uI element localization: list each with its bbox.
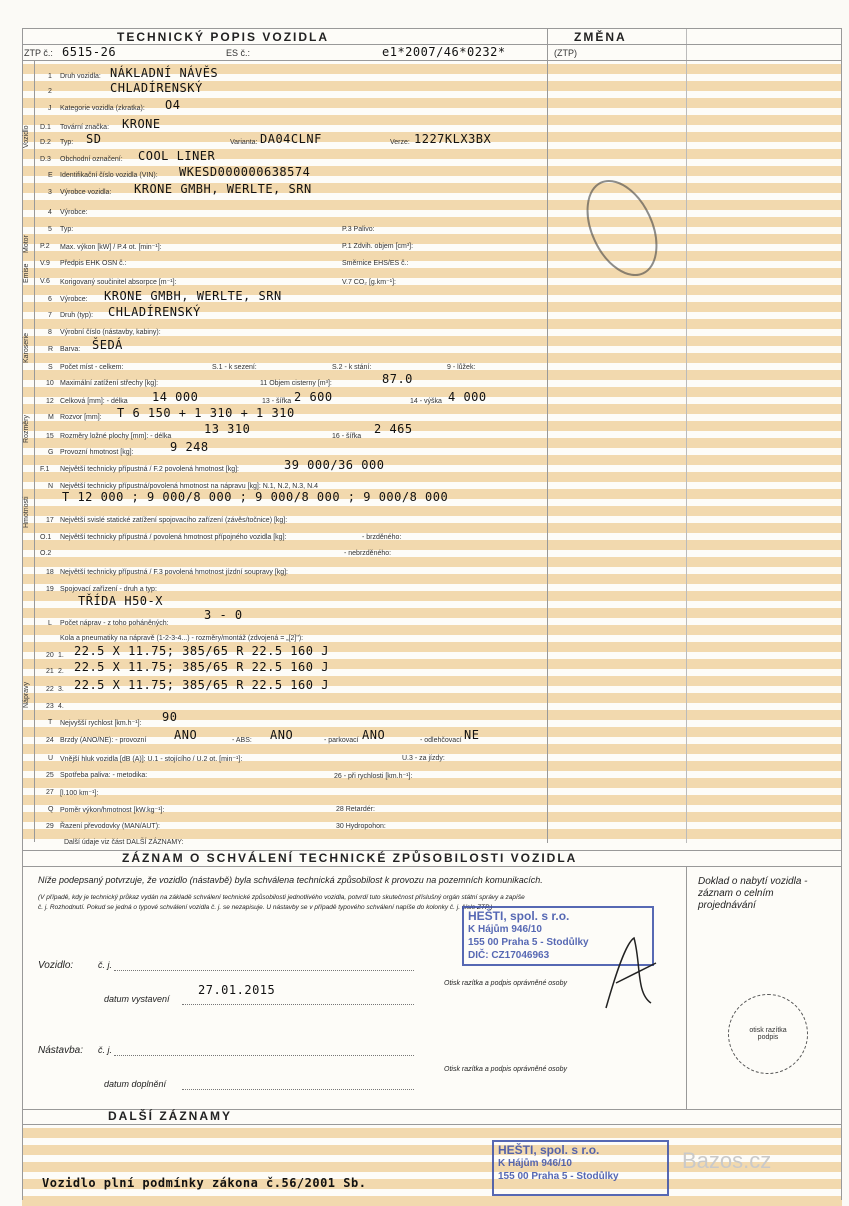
row-27-num: 27	[46, 789, 54, 796]
right-border	[841, 28, 842, 1200]
row-u-num: U	[48, 755, 54, 762]
row-4-label: Výrobce:	[60, 209, 88, 216]
row-l-value: 3 - 0	[204, 608, 243, 622]
issue-date-label: datum vystavení	[104, 994, 170, 1004]
row-s-label: Počet míst - celkem:	[60, 364, 124, 371]
row-e-value: WKESD000000638574	[179, 165, 311, 179]
row-g-value: 9 248	[170, 440, 209, 454]
further-title-divider	[22, 1124, 842, 1125]
row-17-label: Největší svislé statické zatížení spojovacího zařízení (závěs/točnice) [kg]:	[60, 517, 288, 524]
row-d1-label: Tovární značka:	[60, 124, 110, 131]
row-12-label: Celková [mm]: - délka	[60, 398, 128, 405]
customs-stamp-circle-text: otisk razítka podpis	[749, 1027, 787, 1041]
approval-title-divider	[22, 866, 842, 867]
completion-date-label: datum doplnění	[104, 1079, 167, 1089]
company-stamp-city: 155 00 Praha 5 - Stodůlky	[468, 937, 589, 948]
row-15-num: 15	[46, 433, 54, 440]
company-stamp-2-street: K Hájům 946/10	[498, 1158, 572, 1169]
row-19-num: 19	[46, 586, 54, 593]
row-26-label: 26 - při rychlosti [km.h⁻¹]:	[334, 773, 413, 780]
row-l-label: Počet náprav - z toho poháněných:	[60, 620, 169, 627]
row-20-num: 20	[46, 652, 54, 659]
row-7-value: CHLADÍRENSKÝ	[108, 305, 201, 319]
top-border	[22, 28, 842, 29]
row-16-value: 2 465	[374, 422, 413, 436]
stripe-band	[22, 710, 842, 720]
stripe-band	[22, 370, 842, 380]
company-stamp-2-name: HEŠTI, spol. s r.o.	[498, 1143, 600, 1157]
change-column-inner-divider	[686, 28, 687, 843]
row-p1-label: P.1 Zdvih. objem [cm³]:	[342, 243, 414, 250]
row-9-label: 9 - lůžek:	[447, 364, 476, 371]
row-7-num: 7	[48, 312, 52, 319]
company-stamp-street: K Hájům 946/10	[468, 924, 542, 935]
row-s1-label: S.1 - k sezení:	[212, 364, 257, 371]
change-heading: ZMĚNA	[574, 30, 627, 44]
row-o1-num: O.1	[40, 534, 52, 541]
approval-side-divider	[686, 866, 687, 1109]
approval-title: ZÁZNAM O SCHVÁLENÍ TECHNICKÉ ZPŮSOBILOSTI VOZIDLA	[122, 851, 578, 865]
row-27-label: [l.100 km⁻¹]:	[60, 790, 99, 797]
stripe-band	[22, 98, 842, 108]
ztp-paren: (ZTP)	[554, 48, 577, 58]
company-stamp-2-city: 155 00 Praha 5 - Stodůlky	[498, 1171, 619, 1182]
row-d2-version-label: Verze:	[390, 139, 410, 146]
row-19-label: Spojovací zařízení - druh a typ:	[60, 586, 157, 593]
row-f1-num: F.1	[40, 466, 50, 473]
approval-text-2: (V případě, kdy je technický průkaz vydán na základě schválení technické způsobilosti jednotlivého vozidla, potvrdí tuto skutečnost příslušný orgán státní správy a zapíše	[38, 894, 525, 901]
row-d2-variant-value: DA04CLNF	[260, 132, 322, 146]
row-d2-version-value: 1227KLX3BX	[414, 132, 492, 146]
row-13-label: 13 - šířka	[262, 398, 292, 405]
company-stamp-vat: DIČ: CZ17046963	[468, 950, 550, 961]
row-28-label: 28 Retardér:	[336, 806, 375, 813]
row-r-label: Barva:	[60, 346, 81, 353]
row-22-num: 22	[46, 686, 54, 693]
issue-date-value: 27.01.2015	[198, 983, 276, 997]
stripe-band	[22, 319, 842, 329]
row-q-label: Poměr výkon/hmotnost [kW.kg⁻¹]:	[60, 807, 165, 814]
row-3-value: KRONE GMBH, WERLTE, SRN	[134, 182, 312, 196]
row-24-abs-value: ANO	[270, 728, 294, 742]
row-30-label: 30 Hydropohon:	[336, 823, 386, 830]
stripe-band	[22, 557, 842, 567]
body-ref-label: č. j.	[98, 1045, 113, 1055]
row-m-num: M	[48, 414, 54, 421]
row-21-num: 21	[46, 668, 54, 675]
row-5-label: Typ:	[60, 226, 74, 233]
row-12-value: 14 000	[152, 390, 199, 404]
row-15-label: Rozměry ložné plochy [mm]: - délka	[60, 433, 172, 440]
stripe-band	[22, 727, 842, 737]
row-d2-label: Typ:	[60, 139, 74, 146]
row-s2-label: S.2 - k stání:	[332, 364, 372, 371]
stripe-band	[22, 540, 842, 550]
row-d3-value: COOL LINER	[138, 149, 216, 163]
row-d2-num: D.2	[40, 139, 51, 146]
row-d2-value: SD	[86, 132, 102, 146]
row-n-num: N	[48, 483, 54, 490]
issue-date-line	[182, 1004, 414, 1005]
row-e-label: Identifikační číslo vozidla (VIN):	[60, 172, 158, 179]
left-border	[22, 28, 23, 1200]
row-24-park-value: ANO	[362, 728, 386, 742]
row-1-label: Druh vozidla:	[60, 73, 101, 80]
row-3-label: Výrobce vozidla:	[60, 189, 112, 196]
row-4-num: 4	[48, 209, 52, 216]
body-label: Nástavba:	[38, 1045, 84, 1056]
stripe-band	[22, 472, 842, 482]
section-motor: Motor	[23, 235, 30, 253]
row-v6-label: Korigovaný součinitel absorpce [m⁻¹]:	[60, 279, 177, 286]
row-t-value: 90	[162, 710, 178, 724]
customs-stamp-circle	[728, 994, 808, 1074]
row-14-label: 14 - výška	[410, 398, 442, 405]
stripe-band	[22, 421, 842, 431]
row-8-num: 8	[48, 329, 52, 336]
es-value: e1*2007/46*0232*	[382, 45, 506, 59]
row-v9-label: Předpis EHK OSN č.:	[60, 260, 127, 267]
row-r-num: R	[48, 346, 54, 353]
stripe-band	[22, 1196, 842, 1206]
row-1-value: NÁKLADNÍ NÁVĚS	[110, 66, 219, 80]
stripe-band	[22, 778, 842, 788]
row-12-num: 12	[46, 398, 54, 405]
approval-text-1: Níže podepsaný potvrzuje, že vozidlo (nástavbě) byla schválena technická způsobilost k provozu na pozemních komunikacích.	[38, 875, 543, 885]
row-u-label: Vnější hluk vozidla [dB (A)]: U.1 - stojícího / U.2 ot. [min⁻¹]:	[60, 756, 243, 763]
section-karoserie: Karoserie	[23, 333, 30, 363]
row-o2-num: O.2	[40, 550, 52, 557]
row-o1-braked: - brzděného:	[362, 534, 402, 541]
row-t-label: Nejvyšší rychlost [km.h⁻¹]:	[60, 720, 142, 727]
row-j-num: J	[48, 105, 52, 112]
further-title: DALŠÍ ZÁZNAMY	[108, 1109, 232, 1123]
row-22-value: 22.5 X 11.75; 385/65 R 22.5 160 J	[74, 678, 329, 692]
row-18-label: Největší technicky přípustná / F.3 povolená hmotnost jízdní soupravy [kg]:	[60, 569, 289, 576]
row-m-label: Rozvor [mm]:	[60, 414, 102, 421]
stripe-band	[22, 353, 842, 363]
row-v7-label: V.7 CO₂ [g.km⁻¹]:	[342, 279, 397, 286]
row-14-value: 4 000	[448, 390, 487, 404]
row-16-label: 16 - šířka	[332, 433, 362, 440]
row-2-num: 2	[48, 88, 52, 95]
completion-date-line	[182, 1089, 414, 1090]
vehicle-ref-label: č. j.	[98, 960, 113, 970]
approval-text-3: č. j. Rozhodnutí. Pokud se jedná o typové schválení vozidla č. j. se nezapisuje. U nástavby se v případě typového schválení napíše do kolonky č. j. číslo ZTP.)	[38, 904, 493, 911]
customs-record-label: Doklad o nabytí vozidla - záznam o celním projednávání	[698, 876, 808, 911]
bazos-watermark: Bazos.cz	[682, 1148, 772, 1173]
row-10-label: Maximální zatížení střechy [kg]:	[60, 380, 159, 387]
row-17-num: 17	[46, 517, 54, 524]
company-stamp-name: HEŠTI, spol. s r.o.	[468, 909, 570, 923]
row-d1-num: D.1	[40, 124, 51, 131]
row-p3-label: P.3 Palivo:	[342, 226, 375, 233]
row-29-label: Řazení převodovky (MAN/AUT):	[60, 823, 160, 830]
row-t-num: T	[48, 719, 53, 726]
row-6-num: 6	[48, 296, 52, 303]
document-title: TECHNICKÝ POPIS VOZIDLA	[117, 30, 330, 44]
row-u3-label: U.3 - za jízdy:	[402, 755, 445, 762]
stripe-band	[22, 217, 842, 227]
stripe-band	[22, 200, 842, 210]
row-20-index: 1.	[58, 652, 64, 659]
row-11-value: 87.0	[382, 372, 413, 386]
row-6-label: Výrobce:	[60, 296, 88, 303]
row-m-value: T 6 150 + 1 310 + 1 310	[117, 406, 295, 420]
stripe-band	[22, 1128, 842, 1138]
row-n-label: Největší technicky přípustná/povolená hmotnost na nápravu [kg]: N.1, N.2, N.3, N.4	[60, 483, 318, 490]
row-24-retarder-label: - odlehčovací	[420, 737, 462, 744]
row-24-abs-label: - ABS:	[232, 737, 252, 744]
stripe-band	[22, 251, 842, 261]
row-24-retarder-value: NE	[464, 728, 480, 742]
further-data-label: Další údaje viz část DALŠÍ ZÁZNAMY:	[64, 839, 184, 846]
row-v9-num: V.9	[40, 260, 50, 267]
row-24-num: 24	[46, 737, 54, 744]
row-2-value: CHLADÍRENSKÝ	[110, 81, 203, 95]
stamp-signature-label: Otisk razítka a podpis oprávněné osoby	[444, 980, 567, 987]
row-f1-value: 39 000/36 000	[284, 458, 385, 472]
row-p2-num: P.2	[40, 243, 50, 250]
stripe-band	[22, 829, 842, 839]
stripe-band	[22, 506, 842, 516]
ztp-value: 6515-26	[62, 45, 117, 59]
section-hmotnosti: Hmotnosti	[23, 496, 30, 528]
document-sheet	[22, 28, 842, 1200]
row-24-value: ANO	[174, 728, 198, 742]
stripe-band	[22, 455, 842, 465]
row-5-num: 5	[48, 226, 52, 233]
vehicle-ref-line	[114, 970, 414, 971]
row-r-value: ŠEDÁ	[92, 338, 123, 352]
stripe-band	[22, 387, 842, 397]
stripe-band	[22, 795, 842, 805]
section-rozmery: Rozměry	[23, 414, 30, 443]
vehicle-label: Vozidlo:	[38, 960, 74, 971]
row-18-num: 18	[46, 569, 54, 576]
section-vozidlo: Vozidlo	[23, 125, 30, 148]
body-ref-line	[114, 1055, 414, 1056]
row-29-num: 29	[46, 823, 54, 830]
row-g-label: Provozní hmotnost [kg]:	[60, 449, 134, 456]
row-v6-num: V.6	[40, 278, 50, 285]
row-24-label: Brzdy (ANO/NE): - provozní	[60, 737, 147, 744]
row-23-num: 23	[46, 703, 54, 710]
row-s-num: S	[48, 364, 53, 371]
row-24-park-label: - parkovací	[324, 737, 359, 744]
row-19-value: TŘÍDA H50-X	[78, 594, 163, 608]
row-o2-unbraked: - nebrzděného:	[344, 550, 392, 557]
row-13-value: 2 600	[294, 390, 333, 404]
row-d2-variant-label: Varianta:	[230, 139, 258, 146]
stripe-band	[22, 268, 842, 278]
row-22-index: 3.	[58, 686, 64, 693]
row-21-value: 22.5 X 11.75; 385/65 R 22.5 160 J	[74, 660, 329, 674]
row-p2-label: Max. výkon [kW] / P.4 ot. [min⁻¹]:	[60, 244, 162, 251]
row-20-value: 22.5 X 11.75; 385/65 R 22.5 160 J	[74, 644, 329, 658]
section-napravy: Nápravy	[23, 681, 30, 708]
change-column-divider	[547, 28, 548, 843]
row-8-label: Výrobní číslo (nástavby, kabiny):	[60, 329, 161, 336]
row-1-num: 1	[48, 73, 52, 80]
stripe-band	[22, 693, 842, 703]
row-wheels-label: Kola a pneumatiky na nápravě (1-2-3-4...) - rozměry/montáž (zdvojená = „[2]"):	[60, 635, 304, 642]
section-sidebar-divider	[34, 60, 35, 842]
row-11-label: 11 Objem cisterny [m³]:	[260, 380, 332, 387]
company-stamp-2	[492, 1140, 669, 1196]
ztp-label: ZTP č.:	[24, 48, 53, 58]
row-21-index: 2.	[58, 668, 64, 675]
row-j-value: O4	[165, 98, 181, 112]
row-25-num: 25	[46, 772, 54, 779]
row-7-label: Druh (typ):	[60, 312, 94, 319]
row-g-num: G	[48, 449, 54, 456]
row-10-num: 10	[46, 380, 54, 387]
stamp-signature-label-2: Otisk razítka a podpis oprávněné osoby	[444, 1066, 567, 1073]
stripe-band	[22, 336, 842, 346]
row-f1-label: Největší technicky přípustná / F.2 povolená hmotnost [kg]:	[60, 466, 239, 473]
row-v9-directive: Směrnice EHS/ES č.:	[342, 260, 409, 267]
row-e-num: E	[48, 172, 53, 179]
section-emise: Emise	[23, 263, 30, 283]
row-d3-num: D.3	[40, 156, 51, 163]
stripe-band	[22, 744, 842, 754]
row-23-index: 4.	[58, 703, 64, 710]
row-25-label: Spotřeba paliva: - metodika:	[60, 772, 148, 779]
row-6-value: KRONE GMBH, WERLTE, SRN	[104, 289, 282, 303]
row-3-num: 3	[48, 189, 52, 196]
row-d3-label: Obchodní označení:	[60, 156, 123, 163]
row-l-num: L	[48, 620, 52, 627]
row-d1-value: KRONE	[122, 117, 161, 131]
header-bottom	[22, 60, 842, 61]
row-q-num: Q	[48, 806, 54, 813]
row-j-label: Kategorie vozidla (zkratka):	[60, 105, 145, 112]
row-o1-label: Největší technicky přípustná / povolená hmotnost přípojného vozidla [kg]:	[60, 534, 287, 541]
stripe-band	[22, 608, 842, 618]
stripe-band	[22, 523, 842, 533]
further-record-line: Vozidlo plní podmínky zákona č.56/2001 Sb.	[42, 1176, 367, 1190]
row-n-value: T 12 000 ; 9 000/8 000 ; 9 000/8 000 ; 9 000/8 000	[62, 490, 449, 504]
row-15-value: 13 310	[204, 422, 251, 436]
es-label: ES č.:	[226, 48, 251, 58]
signature-mark	[596, 933, 666, 1013]
